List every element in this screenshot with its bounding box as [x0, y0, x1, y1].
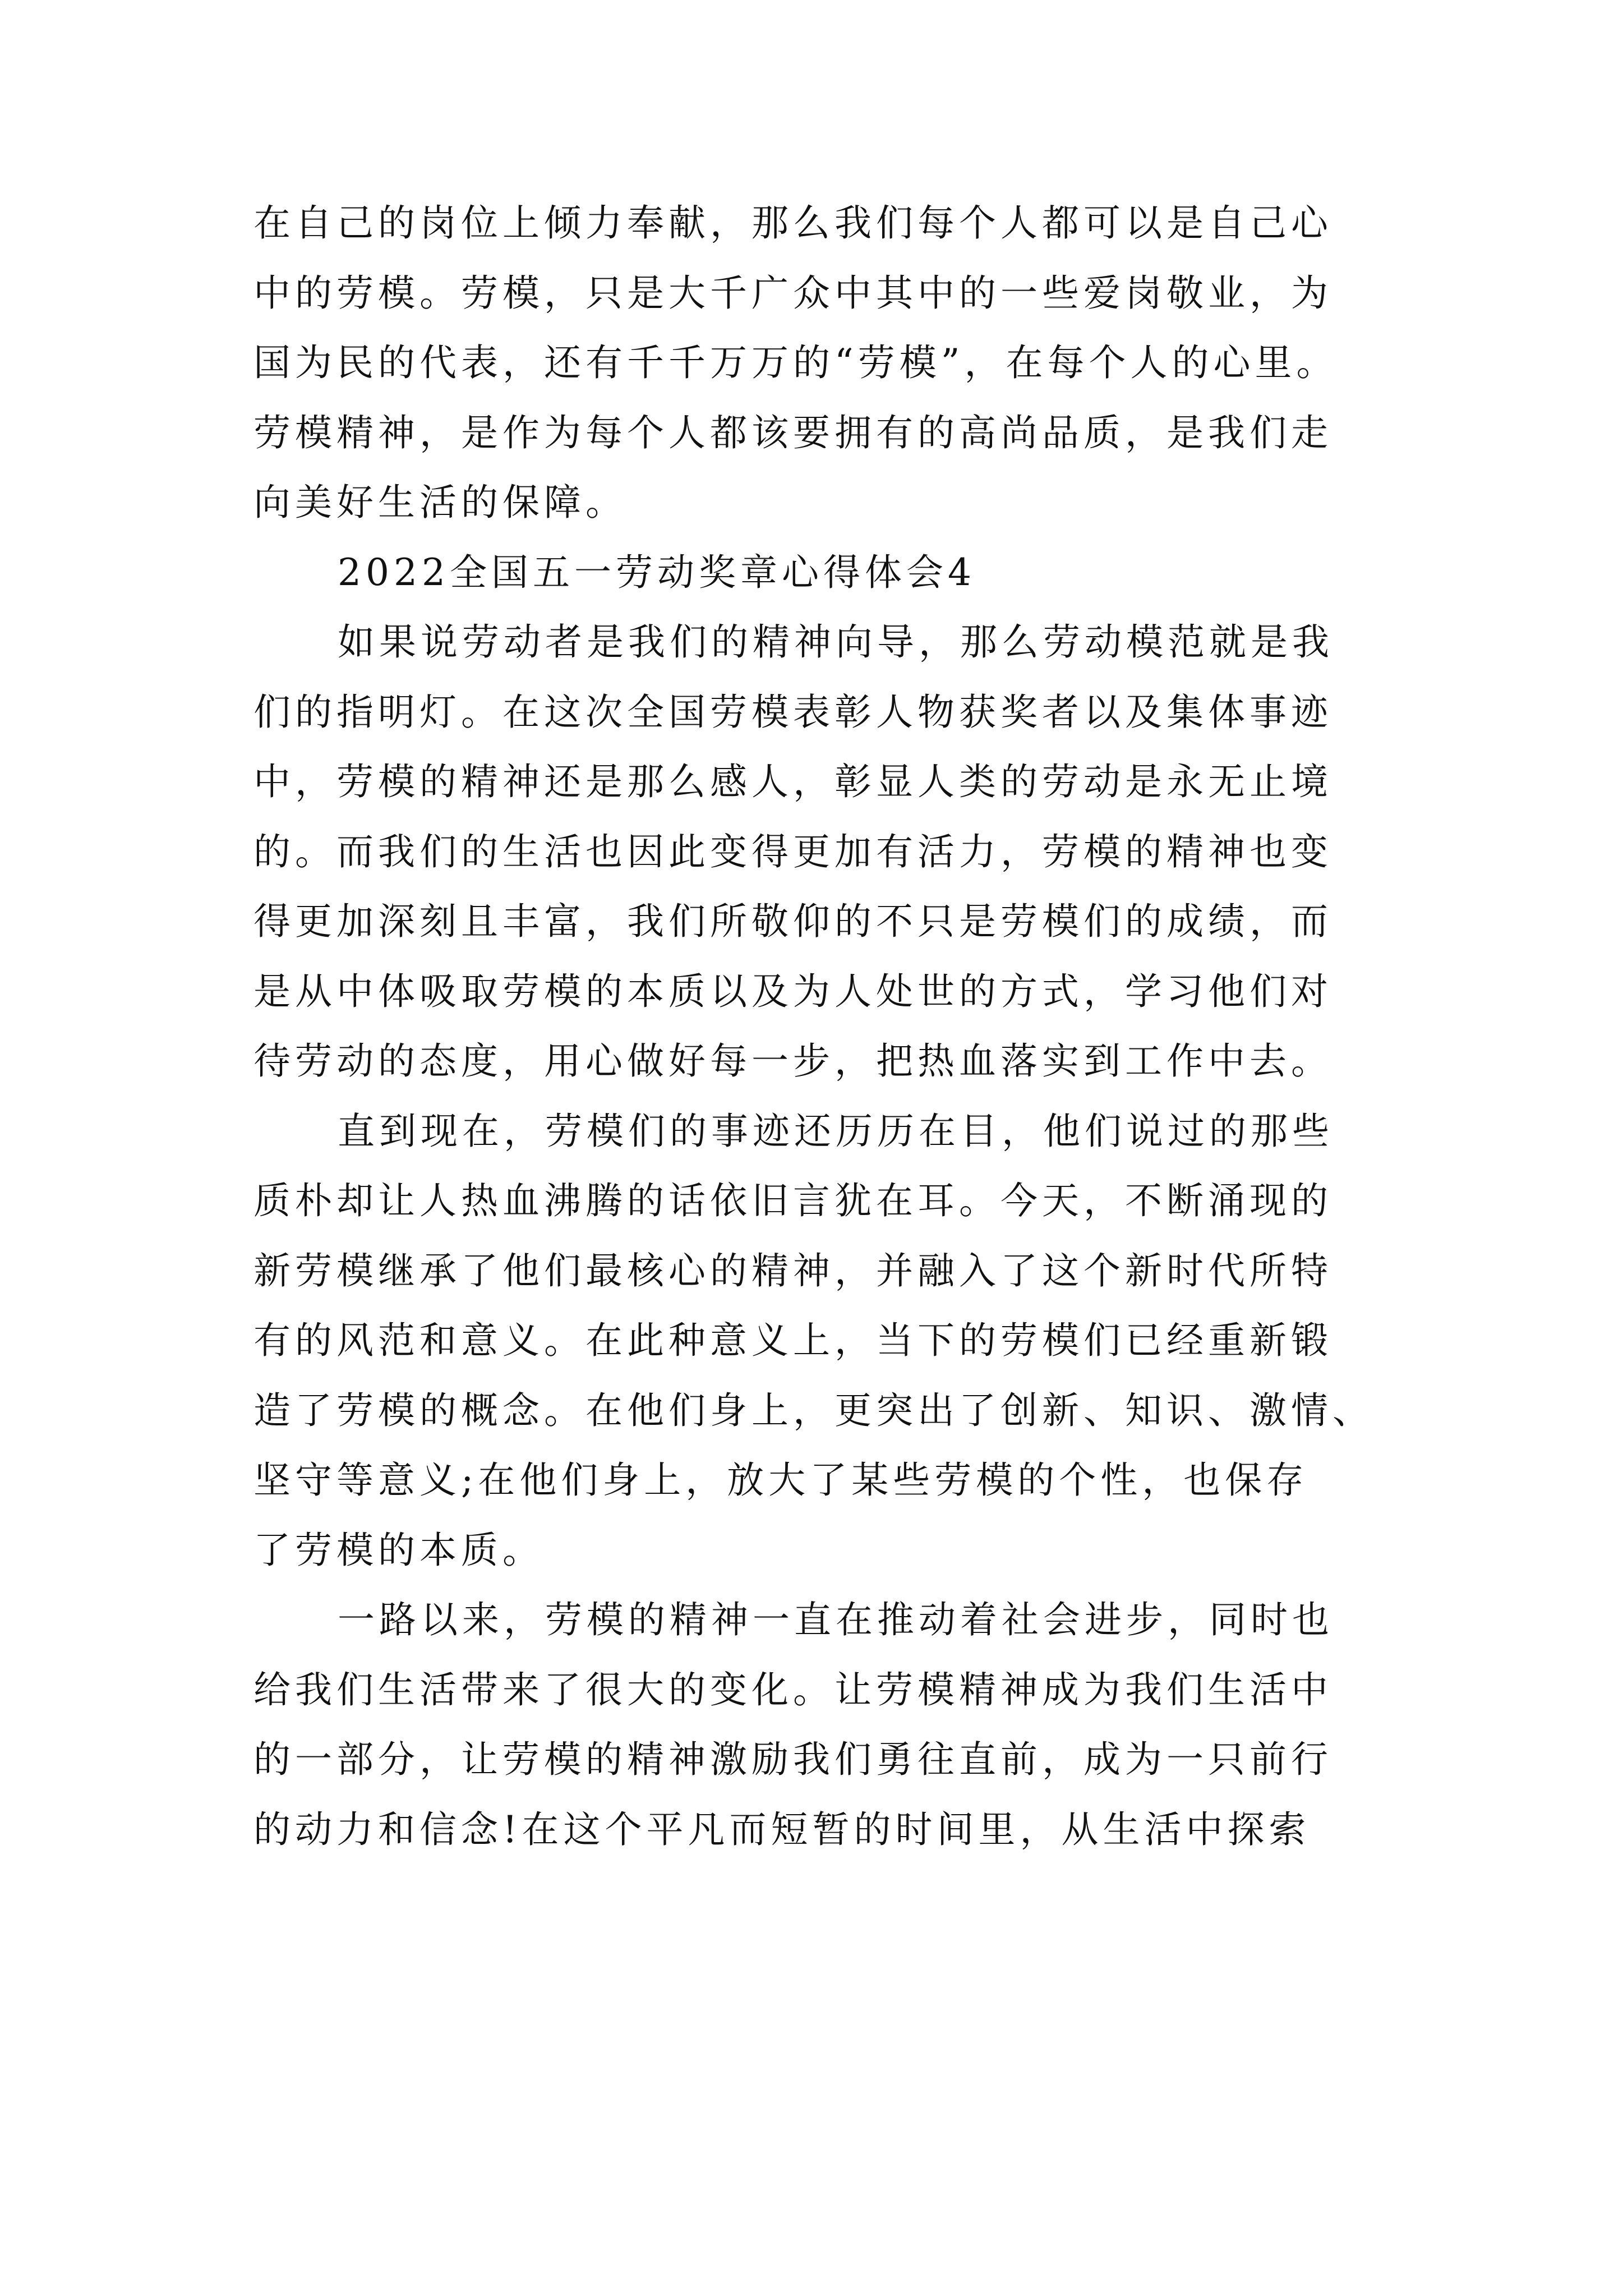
paragraph-line: 造了劳模的概念。在他们身上，更突出了创新、知识、激情、 — [253, 1388, 1374, 1432]
paragraph-line: 给我们生活带来了很大的变化。让劳模精神成为我们生活中 — [253, 1668, 1332, 1711]
paragraph-line: 的动力和信念!在这个平凡而短暂的时间里，从生活中探索 — [253, 1807, 1311, 1851]
document-body — [253, 188, 1398, 1865]
paragraph-line: 新劳模继承了他们最核心的精神，并融入了这个新时代所特 — [253, 1249, 1332, 1292]
paragraph-line: 了劳模的本质。 — [253, 1528, 544, 1572]
paragraph-line: 的。而我们的生活也因此变得更加有活力，劳模的精神也变 — [253, 830, 1332, 873]
paragraph-line: 中的劳模。劳模，只是大千广众中其中的一些爱岗敬业，为 — [253, 271, 1332, 315]
paragraph-line: 直到现在，劳模们的事迹还历历在目，他们说过的那些 — [338, 1109, 1334, 1153]
paragraph-line: 如果说劳动者是我们的精神向导，那么劳动模范就是我 — [338, 620, 1334, 664]
paragraph-line: 一路以来，劳模的精神一直在推动着社会进步，同时也 — [338, 1598, 1334, 1641]
paragraph-line: 们的指明灯。在这次全国劳模表彰人物获奖者以及集体事迹 — [253, 690, 1332, 734]
paragraph-line: 有的风范和意义。在此种意义上，当下的劳模们已经重新锻 — [253, 1319, 1332, 1362]
paragraph-line: 坚守等意义;在他们身上，放大了某些劳模的个性，也保存 — [253, 1458, 1308, 1502]
paragraph-line: 得更加深刻且丰富，我们所敬仰的不只是劳模们的成绩，而 — [253, 900, 1332, 943]
paragraph-line: 质朴却让人热血沸腾的话依旧言犹在耳。今天，不断涌现的 — [253, 1179, 1332, 1222]
paragraph-line: 国为民的代表，还有千千万万的“劳模”，在每个人的心里。 — [253, 341, 1338, 384]
paragraph-line: 向美好生活的保障。 — [253, 481, 627, 524]
paragraph-line: 的一部分，让劳模的精神激励我们勇往直前，成为一只前行 — [253, 1738, 1332, 1781]
paragraph-line: 中，劳模的精神还是那么感人，彰显人类的劳动是永无止境 — [253, 760, 1332, 803]
paragraph-line: 劳模精神，是作为每个人都该要拥有的高尚品质，是我们走 — [253, 411, 1332, 454]
paragraph-line: 待劳动的态度，用心做好每一步，把热血落实到工作中去。 — [253, 1039, 1332, 1083]
paragraph-line: 是从中体吸取劳模的本质以及为人处世的方式，学习他们对 — [253, 969, 1332, 1013]
paragraph-line: 在自己的岗位上倾力奉献，那么我们每个人都可以是自己心 — [253, 201, 1332, 245]
section-heading: 2022全国五一劳动奖章心得体会4 — [338, 550, 976, 594]
